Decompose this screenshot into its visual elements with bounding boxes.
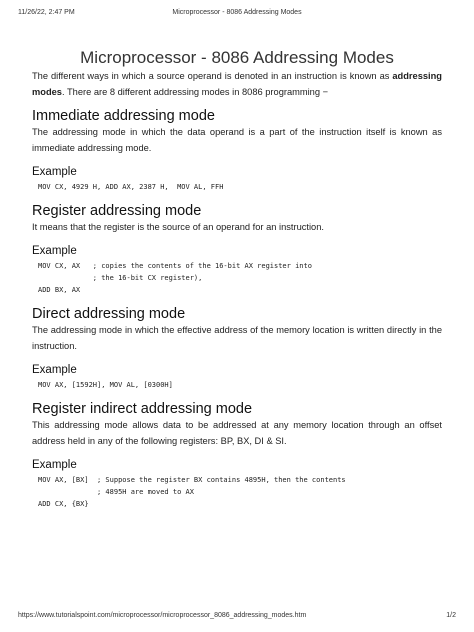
print-page-number: 1/2 bbox=[446, 612, 456, 619]
example-label-direct: Example bbox=[32, 364, 77, 376]
section-heading-register: Register addressing mode bbox=[32, 203, 202, 219]
intro-text-1: The different ways in which a source operand is denoted in an instruction is known as bbox=[32, 71, 393, 81]
example-label-register: Example bbox=[32, 245, 77, 257]
section-text-direct: The addressing mode in which the effective address of the memory location is written directly in the instruction. bbox=[32, 325, 442, 351]
intro-bold-term: addressing modes bbox=[32, 71, 442, 97]
example-label-immediate: Example bbox=[32, 166, 77, 178]
code-block-direct: MOV AX, [1592H], MOV AL, [0300H] bbox=[38, 381, 173, 389]
section-heading-direct: Direct addressing mode bbox=[32, 306, 186, 322]
section-text-register-indirect: This addressing mode allows data to be addressed at any memory location through an offset address held in any of the following registers: BP, BX, DI & SI. bbox=[32, 420, 442, 446]
section-text-register: It means that the register is the source of an operand for an instruction. bbox=[32, 222, 324, 232]
print-header bbox=[18, 9, 456, 21]
section-heading-immediate: Immediate addressing mode bbox=[32, 108, 215, 124]
intro-paragraph bbox=[32, 68, 442, 100]
page-title: Microprocessor - 8086 Addressing Modes bbox=[80, 48, 394, 67]
print-url: https://www.tutorialspoint.com/microprocessor/microprocessor_8086_addressing_modes.htm bbox=[18, 612, 307, 619]
code-block-immediate: MOV CX, 4929 H, ADD AX, 2387 H, MOV AL, FFH bbox=[38, 183, 224, 191]
print-title: Microprocessor - 8086 Addressing Modes bbox=[172, 9, 302, 16]
print-datetime: 11/26/22, 2:47 PM bbox=[18, 9, 75, 16]
code-block-register-indirect: MOV AX, [BX] ; Suppose the register BX contains 4895H, then the contents ; 4895H are moved to AX ADD CX, {BX} bbox=[38, 476, 346, 508]
print-footer bbox=[18, 612, 456, 624]
section-heading-register-indirect: Register indirect addressing mode bbox=[32, 401, 253, 417]
example-label-register-indirect: Example bbox=[32, 459, 77, 471]
section-text-immediate: The addressing mode in which the data operand is a part of the instruction itself is known as immediate addressing mode. bbox=[32, 127, 442, 153]
intro-text-2: . There are 8 different addressing modes in 8086 programming − bbox=[61, 87, 329, 97]
document-content bbox=[32, 48, 442, 510]
code-block-register: MOV CX, AX ; copies the contents of the 16-bit AX register into ; the 16-bit CX register), ADD BX, AX bbox=[38, 262, 312, 294]
